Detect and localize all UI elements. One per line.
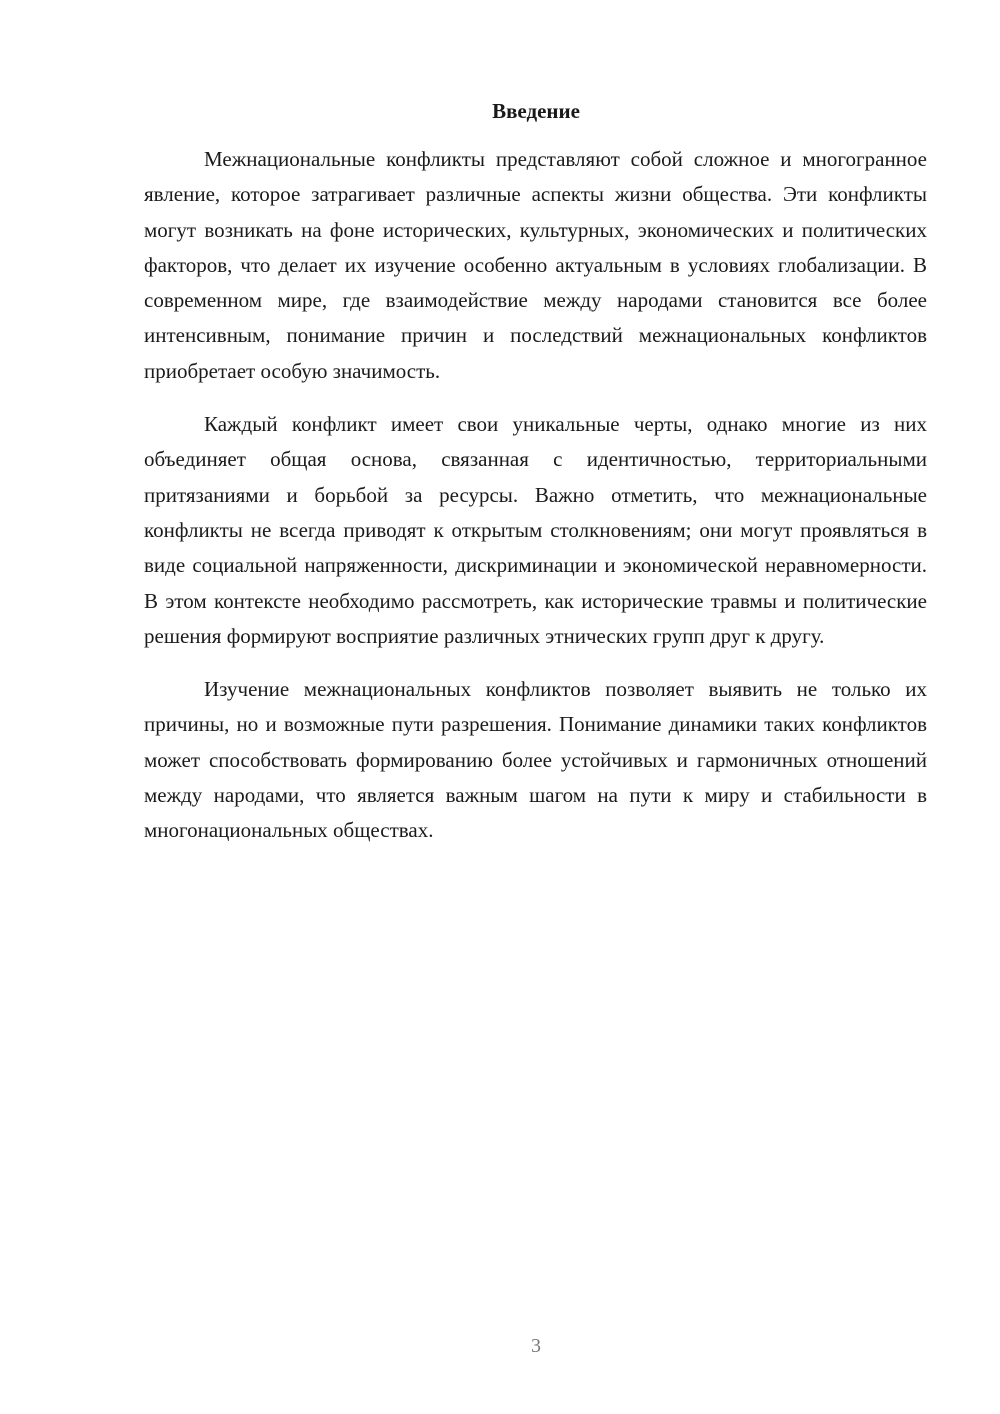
paragraph-3: Изучение межнациональных конфликтов позволяет выявить не только их причины, но и возможные пути разрешения. Понимание динамики таких конфликтов может способствовать формированию более устойчивых и гармоничных отношений между народами, что является важным шагом на пути к миру и стабильности в многонациональных обществах.: [144, 677, 927, 843]
document-body: [144, 142, 927, 867]
paragraph-2: Каждый конфликт имеет свои уникальные черты, однако многие из них объединяет общая основа, связанная с идентичностью, территориальными притязаниями и борьбой за ресурсы. Важно отметить, что межнациональные конфликты не всегда приводят к открытым столкновениям; они могут проявляться в виде социальной напряженности, дискриминации и экономической неравномерности. В этом контексте необходимо рассмотреть, как исторические травмы и политические решения формируют восприятие различных этнических групп друг к другу.: [144, 412, 927, 648]
paragraph-1: Межнациональные конфликты представляют собой сложное и многогранное явление, которое затрагивает различные аспекты жизни общества. Эти конфликты могут возникать на фоне исторических, культурных, экономических и политических факторов, что делает их изучение особенно актуальным в условиях глобализации. В современном мире, где взаимодействие между народами становится все более интенсивным, понимание причин и последствий межнациональных конфликтов приобретает особую значимость.: [144, 147, 927, 383]
page-number: 3: [531, 1335, 541, 1357]
section-heading: Введение: [492, 99, 580, 123]
